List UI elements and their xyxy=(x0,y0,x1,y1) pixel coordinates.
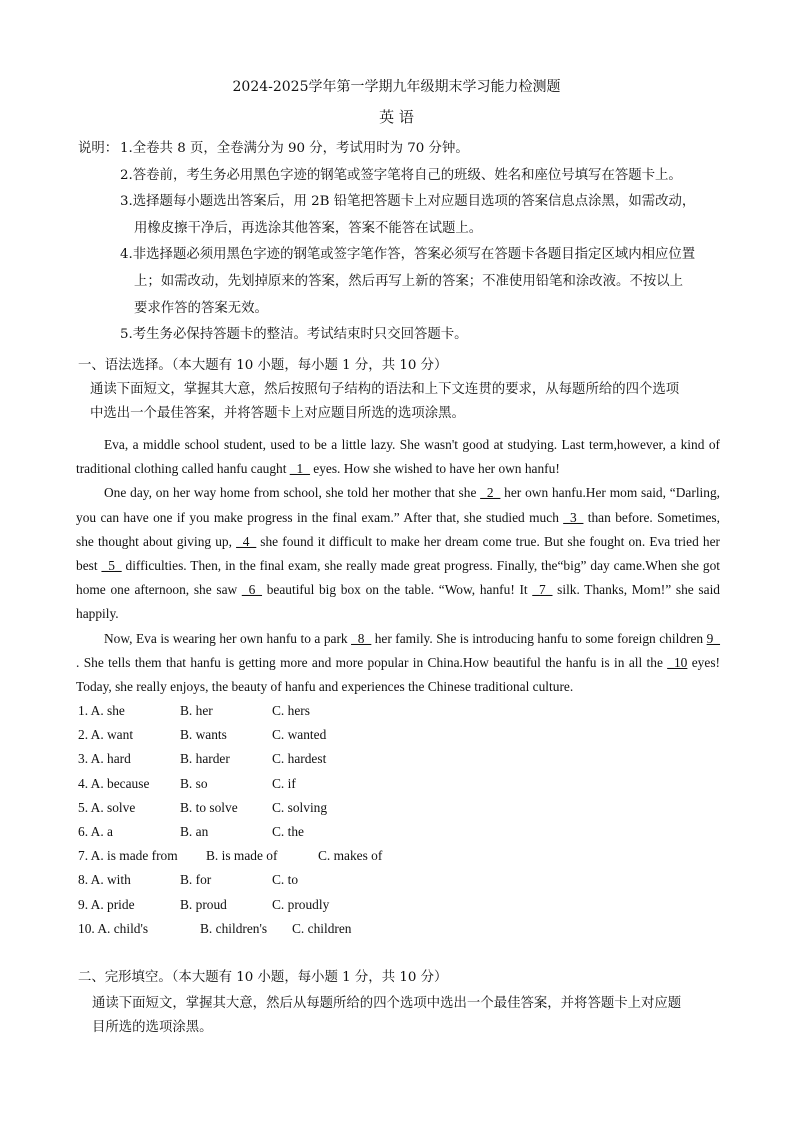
option-choice: C. hardest xyxy=(272,751,327,767)
option-choice: B. harder xyxy=(180,751,230,767)
blank-marker: _7_ xyxy=(532,582,553,598)
section-instruction: 通读下面短文，掌握其大意，然后按照句子结构的语法和上下文连贯的要求，从每题所给的四个选项 xyxy=(90,382,680,397)
section-title: 一、语法选择。（本大题有 10 小题，每小题 1 分，共 10 分） xyxy=(78,358,448,373)
note-item-1 xyxy=(78,136,728,163)
option-choice: 2. A. want xyxy=(78,727,134,743)
passage-paragraph xyxy=(76,627,720,700)
section-instruction: 目所选的选项涂黑。 xyxy=(92,1020,213,1035)
option-choice: 4. A. because xyxy=(78,775,150,791)
passage-text: beautiful big box on the table. “Wow, hanfu! It xyxy=(262,582,533,598)
blank-marker: 9_ xyxy=(706,630,720,646)
option-choice: C. to xyxy=(272,872,299,888)
passage-text: eyes. How she wished to have her own hanfu! xyxy=(309,461,560,477)
passage-text: her own hanfu.Her mom said, “Darling, you can have one if you make progress in the final exam.” After that, she studied much xyxy=(76,485,720,525)
note-line: 上；如需改动，先划掉原来的答案，然后再写上新的答案；不准使用铅笔和涂改液。不按以上 xyxy=(134,273,684,289)
note-item-2 xyxy=(78,163,728,190)
blank-marker: _1_ xyxy=(289,461,310,477)
option-choice: 6. A. a xyxy=(78,823,113,839)
passage-text: . She tells them that hanfu is getting more and more popular in China.How beautiful the hanfu is in all the xyxy=(76,654,668,670)
option-choice: B. proud xyxy=(180,896,227,912)
option-choice: C. hers xyxy=(272,703,310,718)
passage-text: her family. She is introducing hanfu to some foreign children xyxy=(371,630,707,646)
notes-lead: 说明： xyxy=(78,141,119,156)
section-grammar xyxy=(78,354,728,426)
option-choice: C. proudly xyxy=(272,896,330,912)
passage-text: than before. Sometimes, she thought about giving up, xyxy=(76,509,720,549)
exam-notes xyxy=(78,136,728,349)
section-title: 二、完形填空。（本大题有 10 小题，每小题 1 分，共 10 分） xyxy=(78,970,448,985)
exam-title: 2024-2025学年第一学期九年级期末学习能力检测题 xyxy=(232,79,561,95)
note-line: 3.选择题每小题选出答案后，用 2B 铅笔把答题卡上对应题目选项的答案信息点涂黑，如需改动， xyxy=(120,194,696,210)
blank-marker: _4_ xyxy=(236,533,257,549)
note-line: 1.全卷共 8 页，全卷满分为 90 分，考试用时为 70 分钟。 xyxy=(120,141,469,156)
reading-passage xyxy=(76,433,720,699)
option-choice: B. children's xyxy=(200,920,268,936)
blank-marker: _5_ xyxy=(101,558,122,574)
passage-paragraph xyxy=(76,481,720,626)
blank-marker: _10 xyxy=(667,654,688,670)
passage-text: Eva, a middle school student, used to be a little lazy. She wasn't good at studying. Last term,however, a kind of traditional clothing called hanfu caught xyxy=(76,437,720,477)
option-choice: C. solving xyxy=(272,799,328,815)
option-choice: B. an xyxy=(180,823,209,839)
option-choice: B. so xyxy=(180,775,208,791)
passage-text: One day, on her way home from school, she told her mother that she xyxy=(104,485,481,501)
option-choice: 10. A. child's xyxy=(78,920,149,936)
note-line: 4.非选择题必须用黑色字迹的钢笔或签字笔作答，答案必须写在答题卡各题目指定区域内相应位置 xyxy=(120,247,696,263)
note-item-5 xyxy=(78,322,728,349)
option-choice: B. is made of xyxy=(206,848,278,864)
option-choice: B. wants xyxy=(180,727,227,743)
note-item-3 xyxy=(78,189,728,242)
option-choice: 8. A. with xyxy=(78,872,131,888)
section-cloze xyxy=(78,966,728,1040)
option-choice: C. wanted xyxy=(272,727,327,743)
passage-paragraph xyxy=(76,433,720,481)
note-line: 5.考生务必保持答题卡的整洁。考试结束时只交回答题卡。 xyxy=(120,327,468,343)
option-choice: C. children xyxy=(292,920,352,936)
passage-text: she found it difficult to make her dream come true. But she fought on. Eva tried her best xyxy=(76,533,720,574)
option-choice: B. her xyxy=(180,703,213,718)
note-line: 要求作答的答案无效。 xyxy=(134,300,268,316)
section-instruction: 中选出一个最佳答案，并将答题卡上对应题目所选的选项涂黑。 xyxy=(90,406,465,421)
blank-marker: _2_ xyxy=(480,485,501,501)
option-choice: 1. A. she xyxy=(78,703,125,718)
option-choice: C. if xyxy=(272,775,296,791)
option-choice: 9. A. pride xyxy=(78,896,135,912)
blank-marker: _3_ xyxy=(563,509,584,525)
blank-marker: _8_ xyxy=(351,630,372,646)
option-choice: 7. A. is made from xyxy=(78,848,178,864)
note-line: 2.答卷前，考生务必用黑色字迹的钢笔或签字笔将自己的班级、姓名和座位号填写在答题卡上。 xyxy=(120,167,682,183)
note-line: 用橡皮擦干净后，再选涂其他答案，答案不能答在试题上。 xyxy=(134,220,483,236)
option-choice: B. to solve xyxy=(180,799,238,815)
option-choice: C. the xyxy=(272,823,304,839)
option-choice: B. for xyxy=(180,872,212,888)
option-choice: 3. A. hard xyxy=(78,751,131,767)
passage-text: difficulties. Then, in the final exam, she really made great progress. Finally, the“big” day came.When she got home one afternoon, she saw xyxy=(76,558,721,598)
option-choice: 5. A. solve xyxy=(78,799,136,815)
option-choice: C. makes of xyxy=(318,848,383,864)
note-item-4 xyxy=(78,242,728,322)
passage-text: eyes! Today, she really enjoys, the beauty of hanfu and experiences the Chinese traditional culture. xyxy=(76,654,720,695)
passage-text: silk. Thanks, Mom!” she said happily. xyxy=(76,582,720,622)
section-instruction: 通读下面短文，掌握其大意，然后从每题所给的四个选项中选出一个最佳答案，并将答题卡上对应题 xyxy=(92,996,682,1011)
passage-text: Now, Eva is wearing her own hanfu to a park xyxy=(104,630,352,646)
subject-title: 英 语 xyxy=(379,108,414,126)
blank-marker: _6_ xyxy=(241,582,262,598)
